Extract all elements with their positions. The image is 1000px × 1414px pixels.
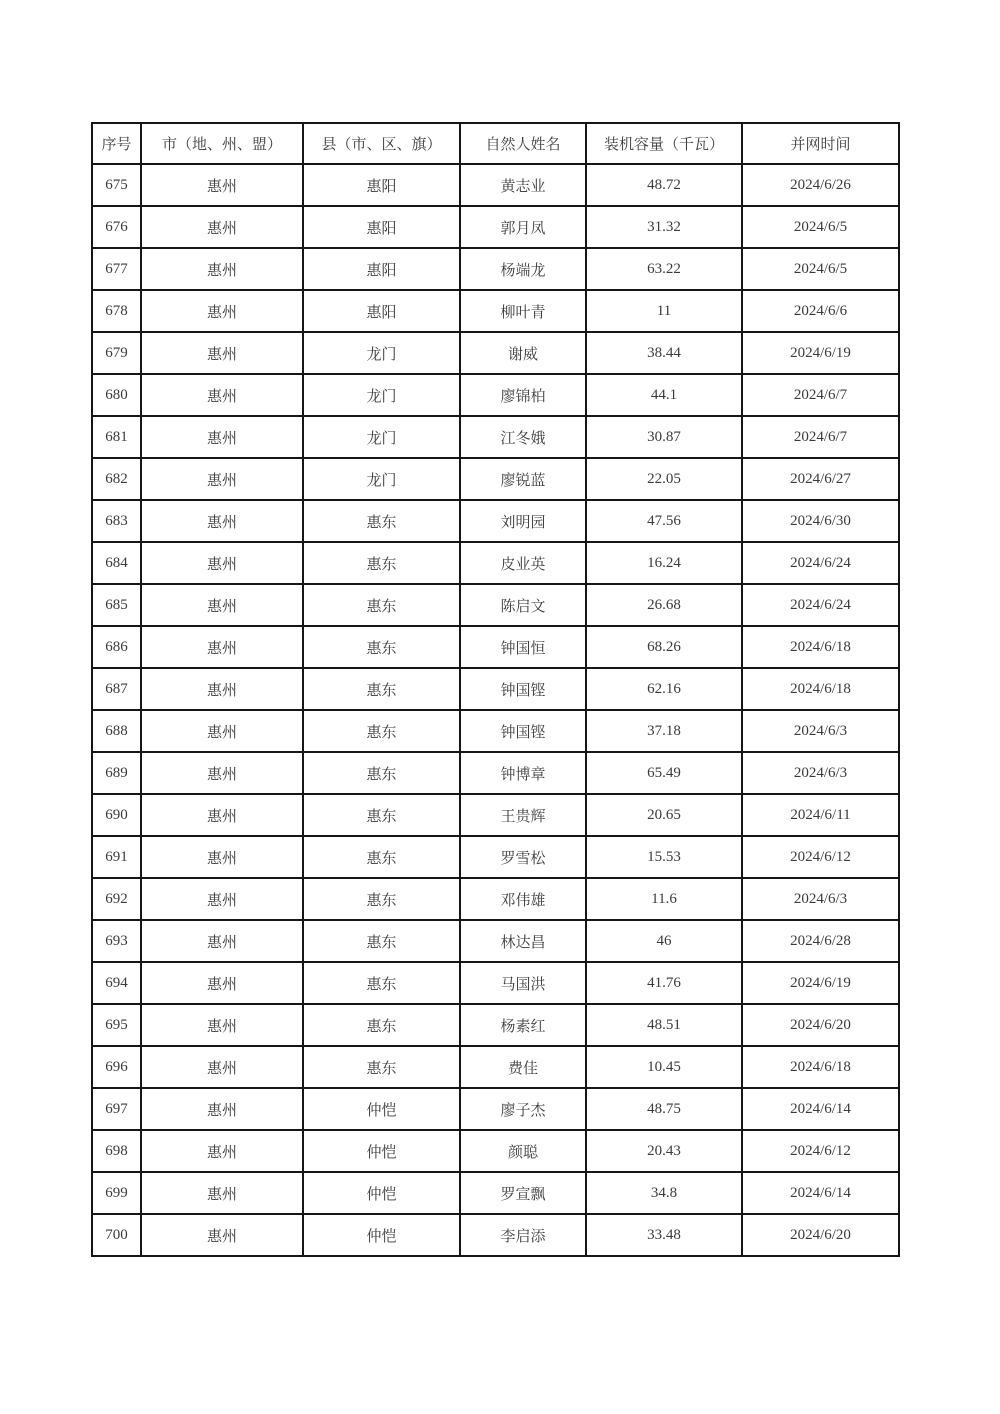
- cell-city: 惠州: [141, 668, 303, 710]
- cell-county: 龙门: [303, 458, 460, 500]
- cell-capacity: 38.44: [586, 332, 742, 374]
- cell-seq: 698: [92, 1130, 141, 1172]
- cell-grid-date: 2024/6/14: [742, 1088, 899, 1130]
- cell-grid-date: 2024/6/3: [742, 710, 899, 752]
- cell-seq: 697: [92, 1088, 141, 1130]
- cell-seq: 681: [92, 416, 141, 458]
- cell-city: 惠州: [141, 1004, 303, 1046]
- table-row: [92, 836, 899, 878]
- table-row: [92, 1046, 899, 1088]
- header-capacity: 装机容量（千瓦）: [586, 123, 742, 164]
- cell-grid-date: 2024/6/12: [742, 836, 899, 878]
- cell-county: 惠东: [303, 584, 460, 626]
- cell-grid-date: 2024/6/18: [742, 668, 899, 710]
- cell-grid-date: 2024/6/18: [742, 1046, 899, 1088]
- cell-person-name: 陈启文: [460, 584, 586, 626]
- cell-city: 惠州: [141, 752, 303, 794]
- cell-grid-date: 2024/6/26: [742, 164, 899, 206]
- table-row: [92, 290, 899, 332]
- cell-seq: 678: [92, 290, 141, 332]
- cell-person-name: 钟博章: [460, 752, 586, 794]
- cell-county: 龙门: [303, 332, 460, 374]
- table-row: [92, 458, 899, 500]
- cell-capacity: 47.56: [586, 500, 742, 542]
- cell-city: 惠州: [141, 374, 303, 416]
- cell-capacity: 11.6: [586, 878, 742, 920]
- table-row: [92, 794, 899, 836]
- cell-seq: 691: [92, 836, 141, 878]
- cell-county: 惠阳: [303, 248, 460, 290]
- cell-capacity: 20.43: [586, 1130, 742, 1172]
- header-person-name: 自然人姓名: [460, 123, 586, 164]
- cell-person-name: 邓伟雄: [460, 878, 586, 920]
- cell-person-name: 皮业英: [460, 542, 586, 584]
- header-seq: 序号: [92, 123, 141, 164]
- cell-seq: 693: [92, 920, 141, 962]
- cell-person-name: 廖锐蓝: [460, 458, 586, 500]
- table-row: [92, 668, 899, 710]
- table-row: [92, 332, 899, 374]
- table-row: [92, 626, 899, 668]
- cell-seq: 677: [92, 248, 141, 290]
- cell-county: 惠东: [303, 710, 460, 752]
- cell-city: 惠州: [141, 920, 303, 962]
- cell-seq: 700: [92, 1214, 141, 1256]
- cell-seq: 680: [92, 374, 141, 416]
- header-city: 市（地、州、盟）: [141, 123, 303, 164]
- cell-person-name: 杨端龙: [460, 248, 586, 290]
- cell-county: 惠东: [303, 500, 460, 542]
- cell-person-name: 罗雪松: [460, 836, 586, 878]
- cell-seq: 682: [92, 458, 141, 500]
- cell-city: 惠州: [141, 1130, 303, 1172]
- cell-person-name: 颜聪: [460, 1130, 586, 1172]
- cell-person-name: 林达昌: [460, 920, 586, 962]
- cell-seq: 679: [92, 332, 141, 374]
- cell-county: 龙门: [303, 416, 460, 458]
- cell-seq: 694: [92, 962, 141, 1004]
- table-row: [92, 500, 899, 542]
- cell-person-name: 杨素红: [460, 1004, 586, 1046]
- cell-grid-date: 2024/6/12: [742, 1130, 899, 1172]
- cell-capacity: 15.53: [586, 836, 742, 878]
- cell-capacity: 68.26: [586, 626, 742, 668]
- cell-capacity: 46: [586, 920, 742, 962]
- cell-grid-date: 2024/6/20: [742, 1214, 899, 1256]
- cell-capacity: 16.24: [586, 542, 742, 584]
- cell-grid-date: 2024/6/19: [742, 962, 899, 1004]
- cell-capacity: 11: [586, 290, 742, 332]
- cell-city: 惠州: [141, 1172, 303, 1214]
- cell-county: 惠东: [303, 962, 460, 1004]
- cell-city: 惠州: [141, 248, 303, 290]
- table-row: [92, 752, 899, 794]
- cell-person-name: 费佳: [460, 1046, 586, 1088]
- table-row: [92, 206, 899, 248]
- cell-seq: 687: [92, 668, 141, 710]
- table-body: [92, 164, 899, 1256]
- table-row: [92, 1130, 899, 1172]
- cell-capacity: 62.16: [586, 668, 742, 710]
- cell-capacity: 48.72: [586, 164, 742, 206]
- cell-grid-date: 2024/6/5: [742, 248, 899, 290]
- cell-grid-date: 2024/6/19: [742, 332, 899, 374]
- cell-person-name: 王贵辉: [460, 794, 586, 836]
- table-row: [92, 1214, 899, 1256]
- cell-city: 惠州: [141, 500, 303, 542]
- cell-city: 惠州: [141, 878, 303, 920]
- table-row: [92, 1004, 899, 1046]
- table-row: [92, 1088, 899, 1130]
- cell-county: 惠东: [303, 1046, 460, 1088]
- table-row: [92, 1172, 899, 1214]
- cell-city: 惠州: [141, 1214, 303, 1256]
- table-row: [92, 164, 899, 206]
- cell-county: 仲恺: [303, 1088, 460, 1130]
- cell-capacity: 37.18: [586, 710, 742, 752]
- cell-capacity: 48.51: [586, 1004, 742, 1046]
- cell-city: 惠州: [141, 1088, 303, 1130]
- cell-person-name: 郭月凤: [460, 206, 586, 248]
- cell-capacity: 26.68: [586, 584, 742, 626]
- cell-seq: 688: [92, 710, 141, 752]
- cell-city: 惠州: [141, 164, 303, 206]
- cell-city: 惠州: [141, 290, 303, 332]
- cell-capacity: 33.48: [586, 1214, 742, 1256]
- cell-county: 惠东: [303, 920, 460, 962]
- table-row: [92, 710, 899, 752]
- cell-capacity: 44.1: [586, 374, 742, 416]
- cell-city: 惠州: [141, 206, 303, 248]
- cell-county: 惠阳: [303, 290, 460, 332]
- cell-city: 惠州: [141, 1046, 303, 1088]
- table-header-row: [92, 123, 899, 164]
- cell-grid-date: 2024/6/24: [742, 584, 899, 626]
- cell-county: 惠东: [303, 836, 460, 878]
- cell-seq: 690: [92, 794, 141, 836]
- table-row: [92, 248, 899, 290]
- cell-city: 惠州: [141, 332, 303, 374]
- cell-city: 惠州: [141, 626, 303, 668]
- cell-grid-date: 2024/6/18: [742, 626, 899, 668]
- cell-capacity: 31.32: [586, 206, 742, 248]
- cell-city: 惠州: [141, 542, 303, 584]
- table-row: [92, 374, 899, 416]
- cell-capacity: 65.49: [586, 752, 742, 794]
- cell-county: 惠东: [303, 794, 460, 836]
- table-row: [92, 542, 899, 584]
- cell-grid-date: 2024/6/7: [742, 374, 899, 416]
- cell-city: 惠州: [141, 794, 303, 836]
- cell-person-name: 罗宣飘: [460, 1172, 586, 1214]
- cell-person-name: 马国洪: [460, 962, 586, 1004]
- cell-grid-date: 2024/6/5: [742, 206, 899, 248]
- cell-county: 仲恺: [303, 1130, 460, 1172]
- cell-grid-date: 2024/6/30: [742, 500, 899, 542]
- cell-capacity: 34.8: [586, 1172, 742, 1214]
- cell-county: 惠阳: [303, 164, 460, 206]
- cell-person-name: 黄志业: [460, 164, 586, 206]
- cell-seq: 685: [92, 584, 141, 626]
- cell-grid-date: 2024/6/3: [742, 752, 899, 794]
- cell-seq: 686: [92, 626, 141, 668]
- cell-person-name: 钟国恒: [460, 626, 586, 668]
- cell-capacity: 48.75: [586, 1088, 742, 1130]
- cell-county: 惠东: [303, 626, 460, 668]
- cell-county: 惠阳: [303, 206, 460, 248]
- table-row: [92, 416, 899, 458]
- header-grid-date: 并网时间: [742, 123, 899, 164]
- cell-grid-date: 2024/6/28: [742, 920, 899, 962]
- cell-seq: 692: [92, 878, 141, 920]
- cell-city: 惠州: [141, 710, 303, 752]
- cell-person-name: 钟国铿: [460, 710, 586, 752]
- cell-grid-date: 2024/6/3: [742, 878, 899, 920]
- cell-person-name: 江冬娥: [460, 416, 586, 458]
- cell-county: 惠东: [303, 542, 460, 584]
- cell-grid-date: 2024/6/14: [742, 1172, 899, 1214]
- table-header: [92, 123, 899, 164]
- cell-city: 惠州: [141, 416, 303, 458]
- cell-city: 惠州: [141, 584, 303, 626]
- cell-city: 惠州: [141, 962, 303, 1004]
- cell-seq: 689: [92, 752, 141, 794]
- cell-grid-date: 2024/6/27: [742, 458, 899, 500]
- cell-county: 惠东: [303, 752, 460, 794]
- cell-seq: 683: [92, 500, 141, 542]
- cell-county: 仲恺: [303, 1172, 460, 1214]
- cell-seq: 684: [92, 542, 141, 584]
- cell-person-name: 钟国铿: [460, 668, 586, 710]
- cell-county: 惠东: [303, 668, 460, 710]
- cell-grid-date: 2024/6/11: [742, 794, 899, 836]
- cell-capacity: 22.05: [586, 458, 742, 500]
- cell-person-name: 李启添: [460, 1214, 586, 1256]
- cell-capacity: 30.87: [586, 416, 742, 458]
- table-row: [92, 962, 899, 1004]
- cell-seq: 675: [92, 164, 141, 206]
- cell-person-name: 刘明园: [460, 500, 586, 542]
- cell-county: 仲恺: [303, 1214, 460, 1256]
- cell-seq: 699: [92, 1172, 141, 1214]
- cell-city: 惠州: [141, 836, 303, 878]
- cell-seq: 676: [92, 206, 141, 248]
- cell-capacity: 63.22: [586, 248, 742, 290]
- table-row: [92, 920, 899, 962]
- cell-capacity: 20.65: [586, 794, 742, 836]
- cell-grid-date: 2024/6/6: [742, 290, 899, 332]
- cell-seq: 695: [92, 1004, 141, 1046]
- cell-grid-date: 2024/6/24: [742, 542, 899, 584]
- cell-county: 惠东: [303, 1004, 460, 1046]
- cell-person-name: 谢威: [460, 332, 586, 374]
- table-row: [92, 584, 899, 626]
- header-county: 县（市、区、旗）: [303, 123, 460, 164]
- cell-county: 龙门: [303, 374, 460, 416]
- cell-county: 惠东: [303, 878, 460, 920]
- cell-seq: 696: [92, 1046, 141, 1088]
- cell-grid-date: 2024/6/20: [742, 1004, 899, 1046]
- cell-city: 惠州: [141, 458, 303, 500]
- grid-connection-table: [91, 122, 900, 1257]
- table-row: [92, 878, 899, 920]
- cell-person-name: 廖子杰: [460, 1088, 586, 1130]
- cell-capacity: 10.45: [586, 1046, 742, 1088]
- cell-grid-date: 2024/6/7: [742, 416, 899, 458]
- cell-person-name: 廖锦柏: [460, 374, 586, 416]
- cell-person-name: 柳叶青: [460, 290, 586, 332]
- cell-capacity: 41.76: [586, 962, 742, 1004]
